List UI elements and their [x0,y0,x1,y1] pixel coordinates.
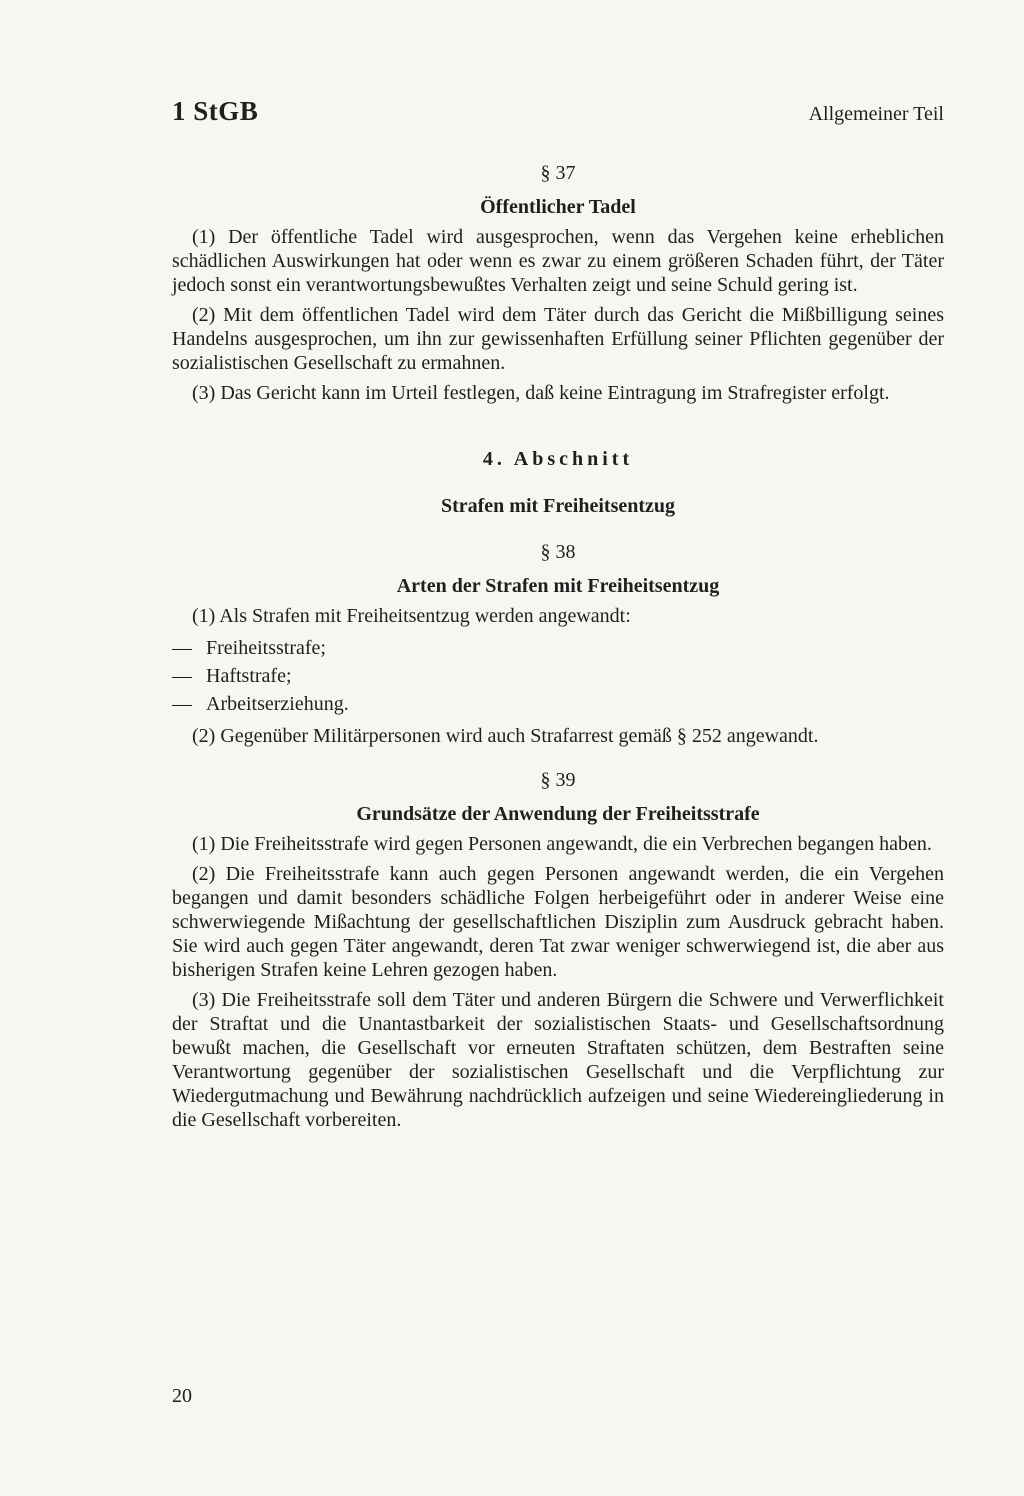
paragraph: (2) Die Freiheitsstrafe kann auch gegen Personen angewandt werden, die ein Vergehen begangen und damit besonders schädliche Folgen herbeigeführt oder in anderer Weise eine schwerwiegende Mißachtung der gesellschaftlichen Disziplin zum Ausdruck gebracht haben. Sie wird auch gegen Täter angewandt, deren Tat zwar weniger schwerwiegend ist, die aber aus bisherigen Strafen keine Lehren gezogen haben. [172,863,944,981]
section-38 [172,540,944,748]
paragraph: (1) Als Strafen mit Freiheitsentzug werden angewandt: [192,605,631,627]
dash-marker: — [172,665,192,687]
chapter-number: 4. Abschnitt [482,448,634,470]
running-head [172,96,944,127]
header-part: Allgemeiner Teil [808,103,944,125]
chapter-title: Strafen mit Freiheitsentzug [440,495,676,517]
header-code: 1 StGB [172,96,259,126]
dash-marker: — [172,637,192,659]
paragraph: (1) Der öffentliche Tadel wird ausgesprochen, wenn das Vergehen keine erheblichen schädlichen Auswirkungen hat oder wenn es zwar zu einem größeren Schaden führt, der Täter jedoch sonst ein verantwortungsbewußtes Verhalten zeigt und seine Schuld gering ist. [172,226,944,296]
section-number: § 39 [540,769,576,791]
list-item-text: Arbeitserziehung. [206,693,349,715]
page-number: 20 [172,1385,192,1407]
list-item-text: Freiheitsstrafe; [206,637,326,659]
list-item [172,634,944,662]
dash-list [172,634,944,718]
section-39 [172,768,944,1132]
list-item [172,690,944,718]
list-item-text: Haftstrafe; [206,665,292,687]
section-title: Grundsätze der Anwendung der Freiheitsstrafe [356,803,760,825]
section-number: § 37 [540,162,576,184]
paragraph: (2) Gegenüber Militärpersonen wird auch Strafarrest gemäß § 252 angewandt. [192,725,819,747]
dash-marker: — [172,693,192,715]
section-title: Öffentlicher Tadel [480,196,636,218]
section-37 [172,161,944,405]
paragraph: (3) Das Gericht kann im Urteil festlegen, daß keine Eintragung im Strafregister erfolgt. [192,382,890,404]
section-number: § 38 [540,541,576,563]
list-item [172,662,944,690]
section-title: Arten der Strafen mit Freiheitsentzug [396,575,720,597]
paragraph: (2) Mit dem öffentlichen Tadel wird dem Täter durch das Gericht die Mißbilligung seines Handelns ausgesprochen, um ihn zur gewissenhaften Erfüllung seiner Pflichten gegenüber der sozialistischen Gesellschaft zu ermahnen. [172,304,944,374]
paragraph: (1) Die Freiheitsstrafe wird gegen Personen angewandt, die ein Verbrechen begangen haben. [192,833,932,855]
paragraph: (3) Die Freiheitsstrafe soll dem Täter und anderen Bürgern die Schwere und Verwerflichkeit der Straftat und die Unantastbarkeit der sozialistischen Staats- und Gesellschaftsordnung bewußt machen, die Gesellschaft vor erneuten Straftaten schützen, dem Bestraften seine Verantwortung gegenüber der sozialistischen Gesellschaft und die Verpflichtung zur Wiedergutmachung und Bewährung nachdrücklich aufzeigen und seine Wiedereingliederung in die Gesellschaft vorbereiten. [172,989,944,1131]
